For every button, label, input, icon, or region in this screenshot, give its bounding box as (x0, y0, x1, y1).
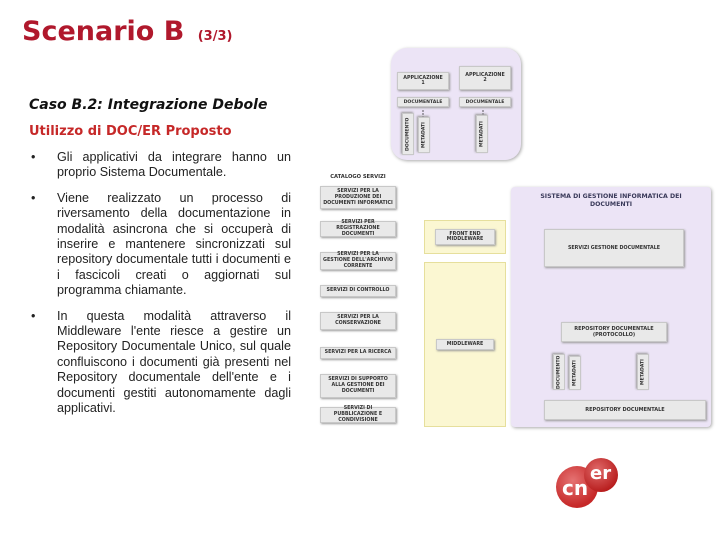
repo-protocollo-box (561, 322, 667, 342)
bullet-item: • Gli applicativi da integrare hanno un proprio Sistema Documentale. (29, 150, 291, 181)
title-sub: (3/3) (197, 29, 233, 44)
middleware-box (436, 339, 494, 350)
service-item: SERVIZI PER REGISTRAZIONE DOCUMENTI (320, 221, 396, 237)
middleware-label: MIDDLEWARE (446, 342, 484, 347)
bullet-item: • In questa modalità attraverso il Middleware l'ente riesce a gestire un Repository Documentale Unico, sul quale confluiscono i documenti già presenti nel Repository documentale dell'ente e i documenti gestiti autonomamente dagli applicativi. (29, 309, 291, 417)
app-2-doc-box (459, 97, 511, 107)
sys-documento-label: DOCUMENTO (556, 355, 562, 389)
servizi-gestione-label: SERVIZI GESTIONE DOCUMENTALE (567, 245, 661, 251)
app-metadati-tab-2 (476, 115, 488, 153)
service-item: SERVIZI PER LA RICERCA (320, 347, 396, 359)
repo-protocollo-label: REPOSITORY DOCUMENTALE (PROTOCOLLO) (574, 326, 654, 338)
middleware-panel (424, 262, 506, 427)
app-1-label: APPLICAZIONE (403, 75, 443, 81)
sys-metadati-label-1: METADATI (572, 360, 578, 386)
system-title: SISTEMA DI GESTIONE INFORMATICA DEI DOCUMENTI (540, 193, 682, 208)
title-main: Scenario B (22, 16, 185, 47)
app-1-doc-label: DOCUMENTALE (403, 99, 443, 105)
front-end-label: FRONT END MIDDLEWARE (446, 231, 484, 242)
sys-metadati-tab-2 (637, 354, 649, 390)
logo-text-cn: cn (562, 476, 589, 500)
cner-logo (556, 458, 618, 510)
repo-documentale-label: REPOSITORY DOCUMENTALE (585, 407, 665, 413)
app-metadati-label-1: METADATI (421, 122, 427, 148)
service-item: SERVIZI PER LA GESTIONE DELL'ARCHIVIO CORRENTE (320, 252, 396, 270)
app-2-number: 2 (483, 78, 487, 83)
system-panel (511, 187, 711, 427)
repo-documentale-box (544, 400, 706, 420)
service-item: SERVIZI PER LA CONSERVAZIONE (320, 312, 396, 330)
app-metadati-tab-1 (418, 117, 430, 153)
service-item: SERVIZI DI SUPPORTO ALLA GESTIONE DEI DOCUMENTI (320, 374, 396, 398)
logo-text-er: er (590, 463, 612, 484)
servizi-gestione-box (544, 229, 684, 267)
front-end-box (435, 229, 495, 245)
app-2-box (459, 66, 511, 90)
app-2-label: APPLICAZIONE (465, 72, 505, 78)
app-2-doc-label: DOCUMENTALE (465, 99, 505, 105)
app-documento-label: DOCUMENTO (405, 117, 411, 151)
service-item: SERVIZI PER LA PRODUZIONE DEI DOCUMENTI INFORMATICI (320, 186, 396, 209)
app-documento-tab (402, 113, 414, 155)
catalog-title: CATALOGO SERVIZI (330, 174, 386, 180)
app-1-box (397, 72, 449, 90)
sys-metadati-tab-1 (569, 356, 581, 390)
service-item: SERVIZI DI CONTROLLO (320, 285, 396, 297)
service-item: SERVIZI DI PUBBLICAZIONE E CONDIVISIONE (320, 407, 396, 423)
section-title: Utilizzo di DOC/ER Proposto (29, 124, 232, 139)
app-1-number: 1 (421, 81, 425, 86)
bullet-item: • Viene realizzato un processo di riversamento della documentazione in modalità asincrona che si occuperà di inserire e mantenere sincronizzati sul repository documentale tutti i documenti e i fascicoli creati o aggiornati sul programma chiamante. (29, 191, 291, 299)
sys-metadati-label-2: METADATI (640, 359, 646, 385)
case-subtitle: Caso B.2: Integrazione Debole (29, 97, 268, 113)
app-metadati-label-2: METADATI (479, 121, 485, 147)
sys-documento-tab (553, 354, 565, 390)
app-1-doc-box (397, 97, 449, 107)
front-end-panel (424, 220, 506, 254)
